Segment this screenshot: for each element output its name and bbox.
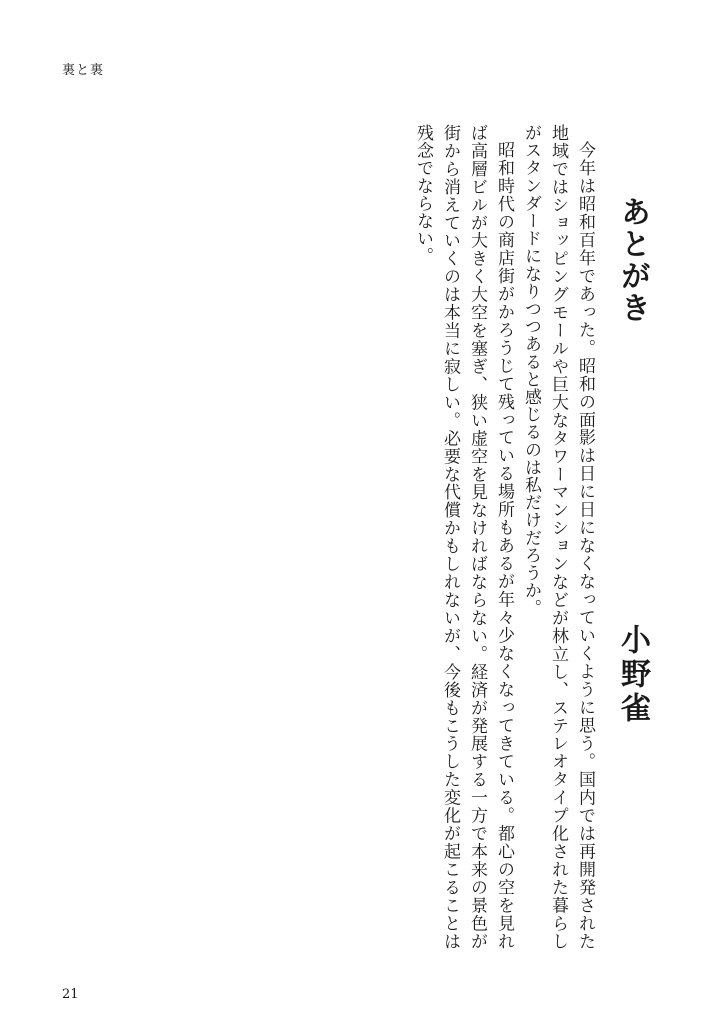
paragraph-2: 昭和時代の商店街がかろうじて残っている場所もあるが年々少なくなってきている。都心の空を見れば高層ビルが大きく大空を塞ぎ、狭い虚空を見なければならない。経済が発展する一方で本来の景色が街から消えていくのは本当に寂しい。必要な代償かもしれないが、今後もこうした変化が起こることは残念でならない。 bbox=[413, 124, 514, 950]
body-text bbox=[409, 124, 598, 950]
page-number: 21 bbox=[62, 987, 79, 1002]
article-title: あとがき bbox=[615, 196, 650, 324]
paragraph-1: 今年は昭和百年であった。昭和の面影は日に日になくなっていくように思う。国内では再開発された地域ではショッピングモールや巨大なタワーマンションなどが林立し、ステレオタイプ化された暮らしがスタンダードになりつつあると感じるのは私だけだろうか。 bbox=[521, 124, 595, 950]
author-name: 小野雀 bbox=[615, 624, 650, 726]
running-header: 裏と裏 bbox=[62, 63, 105, 78]
